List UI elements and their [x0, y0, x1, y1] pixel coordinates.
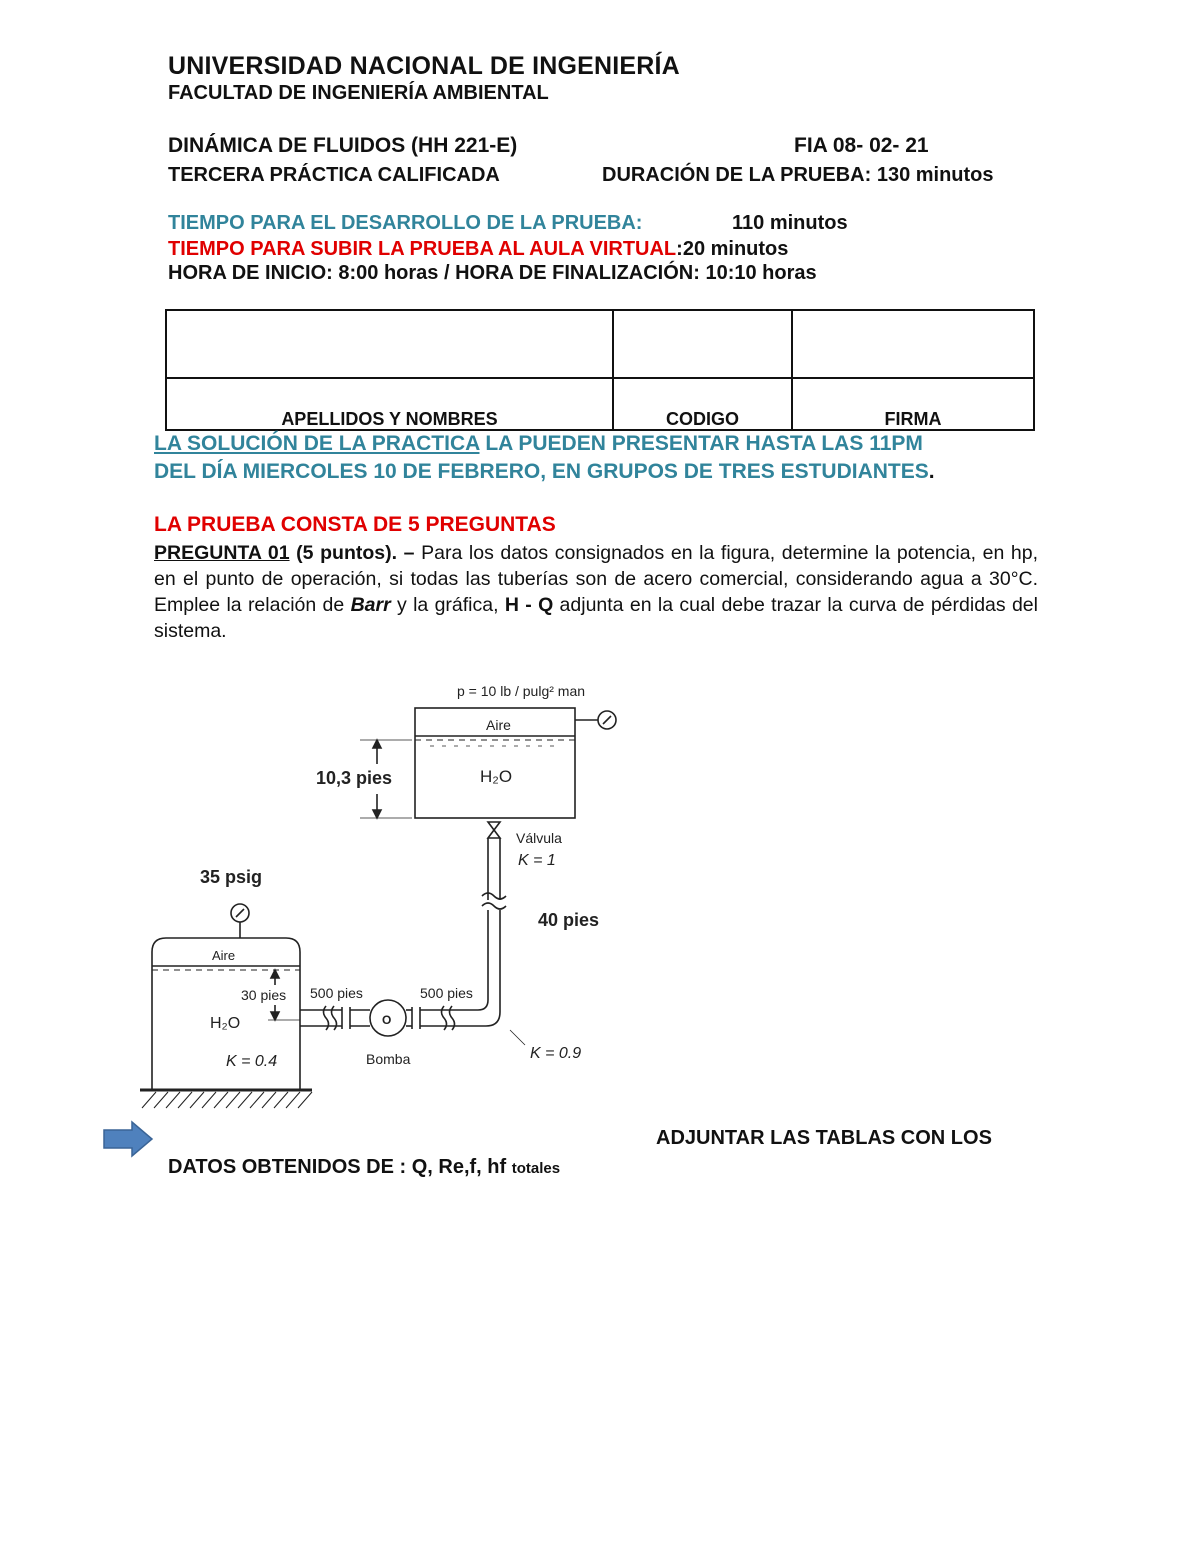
question-points: (5 puntos). –	[289, 542, 415, 564]
name-field[interactable]	[166, 310, 613, 378]
exam-code-date: FIA 08- 02- 21	[794, 134, 929, 157]
right-pipe-length-label: 500 pies	[420, 985, 473, 1001]
schedule-line: HORA DE INICIO: 8:00 horas / HORA DE FINALIZACIÓN: 10:10 horas	[168, 262, 817, 284]
left-pipe-length-label: 500 pies	[310, 985, 363, 1001]
question-label: PREGUNTA 01	[154, 542, 290, 564]
exam-duration	[602, 164, 994, 187]
faculty-title: FACULTAD DE INGENIERÍA AMBIENTAL	[168, 82, 549, 104]
system-diagram	[0, 660, 760, 1120]
university-title: UNIVERSIDAD NACIONAL DE INGENIERÍA	[168, 52, 680, 80]
notice-period: .	[928, 460, 935, 483]
signature-field[interactable]	[792, 310, 1034, 378]
left-height-label: 30 pies	[241, 987, 287, 1003]
vertical-length-label: 40 pies	[538, 910, 600, 930]
left-air-label: Aire	[212, 948, 236, 963]
valve-k-label: K = 1	[518, 852, 556, 869]
hq-term: H - Q	[504, 594, 554, 616]
top-pressure-label: p = 10 lb / pulg² man	[457, 683, 586, 699]
entrance-k-label: K = 0.4	[226, 1053, 278, 1070]
student-id-table	[165, 309, 1035, 431]
attach-small-text: totales	[511, 1160, 561, 1177]
code-column-label: CODIGO	[613, 378, 792, 430]
question-text-b: y la gráfica,	[390, 594, 505, 616]
upload-time-value: :20 minutos	[676, 238, 789, 260]
code-field[interactable]	[613, 310, 792, 378]
question-count: LA PRUEBA CONSTA DE 5 PREGUNTAS	[154, 513, 556, 536]
notice-line2-text: DEL DÍA MIERCOLES 10 DE FEBRERO, EN GRUPOS DE TRES ESTUDIANTES	[154, 460, 929, 483]
course-title: DINÁMICA DE FLUIDOS (HH 221-E)	[168, 134, 518, 157]
barr-term: Barr	[350, 594, 391, 616]
left-water-label: H₂O	[210, 1015, 241, 1032]
attach-instruction-line1: ADJUNTAR LAS TABLAS CON LOS	[656, 1127, 992, 1149]
upload-time	[168, 238, 788, 261]
question-text-a: Para los datos consignados en la figura, determine la potencia, en hp, en el punto de operación, si todas las tuberías son de acero comercial, considerando agua a 30°C. Emplee la relación de	[154, 542, 1039, 616]
top-height-label: 10,3 pies	[316, 768, 393, 788]
top-air-label: Aire	[486, 717, 511, 733]
signature-column-label: FIRMA	[792, 378, 1034, 430]
dev-time-label: TIEMPO PARA EL DESARROLLO DE LA PRUEBA:	[168, 212, 643, 234]
valve-label: Válvula	[516, 830, 562, 846]
notice-underlined: LA SOLUCIÓN DE LA PRACTICA	[154, 432, 480, 455]
duration-label: DURACIÓN DE LA PRUEBA	[602, 164, 865, 186]
elbow-k-label: K = 0.9	[530, 1045, 582, 1062]
duration-value: : 130 minutos	[864, 164, 994, 186]
name-column-label: APELLIDOS Y NOMBRES	[166, 378, 613, 430]
pump-label: Bomba	[366, 1051, 411, 1067]
left-pressure-label: 35 psig	[200, 867, 263, 887]
submission-notice-line2	[154, 460, 935, 484]
attach-line2-text: DATOS OBTENIDOS DE : Q, Re,f, hf	[168, 1156, 507, 1178]
exam-name: TERCERA PRÁCTICA CALIFICADA	[168, 164, 500, 186]
notice-rest: LA PUEDEN PRESENTAR HASTA LAS 11PM	[479, 432, 923, 455]
top-water-label: H₂O	[480, 767, 513, 786]
pump-symbol: O	[382, 1013, 392, 1027]
submission-notice-line1	[154, 432, 923, 456]
dev-time-value: 110 minutos	[732, 212, 848, 234]
upload-time-label: TIEMPO PARA SUBIR LA PRUEBA AL AULA VIRTUAL	[168, 238, 677, 260]
question-text-c: adjunta en la cual debe trazar la curva de pérdidas del sistema.	[154, 594, 1038, 642]
right-arrow-icon	[102, 1120, 154, 1158]
attach-instruction-line2	[168, 1156, 560, 1179]
question-01-text	[154, 540, 1038, 644]
